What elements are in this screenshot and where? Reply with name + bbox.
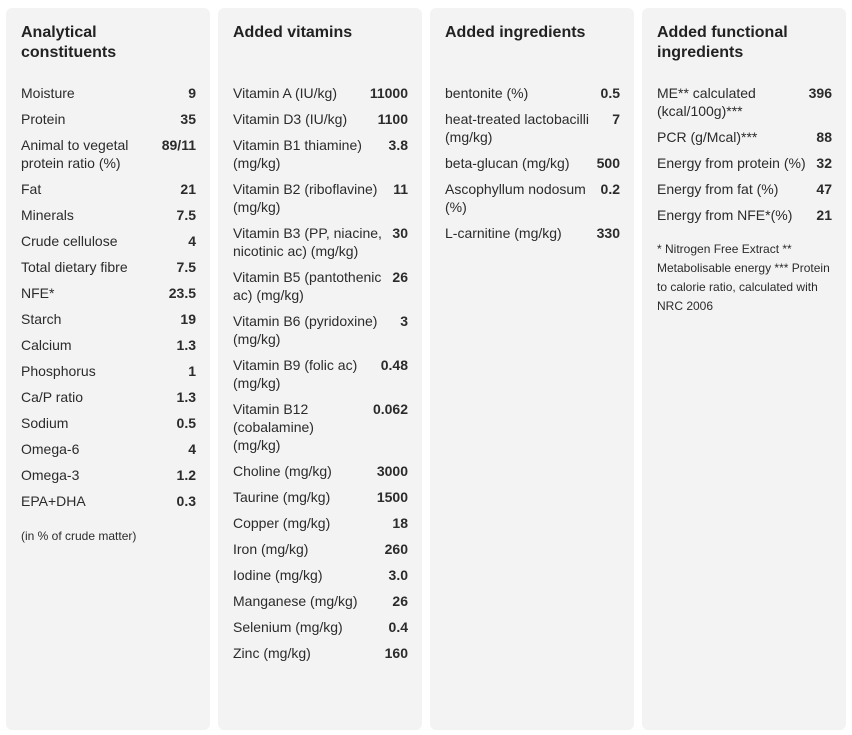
row-label: Iron (mg/kg) [233,541,309,557]
row-value: 35 [180,111,196,127]
row-value: 1.3 [176,389,196,405]
list-item [445,180,620,216]
row-label: PCR (g/Mcal)*** [657,129,758,145]
row-label: Moisture [21,85,75,101]
list-item [21,284,196,302]
row-label: NFE* [21,285,55,301]
footnote: (in % of crude matter) [21,529,137,543]
list-item [21,466,196,484]
list-item [445,110,620,146]
list-item [233,514,408,532]
row-value: 7.5 [176,207,196,223]
row-value: 19 [180,311,196,327]
row-value: 3.8 [388,137,408,153]
list-item [233,136,408,172]
row-label: Fat [21,181,42,197]
row-label: Total dietary fibre [21,259,128,275]
row-value: 30 [392,225,408,241]
row-label: Energy from protein (%) [657,155,806,171]
row-label: Taurine (mg/kg) [233,489,331,505]
row-value: 0.48 [380,357,408,373]
list-item [233,644,408,662]
list-item [233,224,408,260]
row-label: ME** calculated (kcal/100g)*** [657,85,756,119]
row-label: Iodine (mg/kg) [233,567,323,583]
row-label: Vitamin B6 (pyridoxine) (mg/kg) [233,313,378,347]
list-item [657,84,832,120]
list-item [233,84,408,102]
list-item [21,362,196,380]
list-item [233,180,408,216]
row-label: beta-glucan (mg/kg) [445,155,570,171]
panel-added-functional-ingredients [642,8,846,730]
row-value: 3.0 [388,567,408,583]
row-label: Energy from NFE*(%) [657,207,793,223]
row-label: heat-treated lactobacilli (mg/kg) [445,111,589,145]
row-value: 1100 [377,111,408,127]
row-label: Vitamin A (IU/kg) [233,85,338,101]
row-value: 260 [384,541,408,557]
row-label: Animal to vegetal protein ratio (%) [21,137,129,171]
list-item [21,136,196,172]
ingredients-list [445,84,620,242]
row-value: 88 [816,129,832,145]
row-value: 0.4 [388,619,408,635]
row-label: Crude cellulose [21,233,118,249]
row-value: 0.5 [600,85,620,101]
panel-title: Added functional ingredients [657,24,788,61]
row-label: Energy from fat (%) [657,181,779,197]
functional-list [657,84,832,224]
row-label: Protein [21,111,66,127]
row-label: Manganese (mg/kg) [233,593,358,609]
row-label: Vitamin B12 (cobalamine) (mg/kg) [233,401,314,453]
row-value: 1.2 [176,467,196,483]
list-item [233,488,408,506]
row-label: Sodium [21,415,69,431]
list-item [445,154,620,172]
row-label: Vitamin B2 (riboflavine) (mg/kg) [233,181,378,215]
list-item [21,388,196,406]
list-item [233,400,408,454]
row-value: 3 [400,313,408,329]
row-value: 18 [392,515,408,531]
list-item [657,180,832,198]
list-item [21,180,196,198]
row-label: bentonite (%) [445,85,529,101]
row-value: 1 [188,363,196,379]
row-label: Omega-3 [21,467,80,483]
row-label: Ascophyllum nodosum (%) [445,181,586,215]
row-label: Vitamin B9 (folic ac) (mg/kg) [233,357,358,391]
list-item [21,310,196,328]
row-value: 3000 [376,463,408,479]
list-item [233,618,408,636]
row-value: 0.3 [176,493,196,509]
row-value: 160 [384,645,408,661]
row-value: 32 [816,155,832,171]
list-item [657,206,832,224]
row-value: 26 [392,593,408,609]
constituents-list [21,84,196,510]
panel-added-ingredients [430,8,634,730]
list-item [21,206,196,224]
list-item [21,232,196,250]
row-value: 7 [612,111,620,127]
row-value: 11 [393,181,408,197]
row-label: Vitamin D3 (IU/kg) [233,111,348,127]
list-item [21,258,196,276]
row-label: Selenium (mg/kg) [233,619,343,635]
row-value: 11000 [369,85,408,101]
row-value: 9 [188,85,196,101]
row-value: 89/11 [161,137,196,153]
panel-title: Analytical constituents [21,24,117,61]
list-item [445,84,620,102]
row-value: 500 [596,155,620,171]
list-item [657,128,832,146]
row-label: Vitamin B5 (pantothenic ac) (mg/kg) [233,269,382,303]
row-label: Ca/P ratio [21,389,83,405]
row-label: Phosphorus [21,363,96,379]
row-label: L-carnitine (mg/kg) [445,225,562,241]
panel-added-vitamins [218,8,422,730]
panel-analytical-constituents [6,8,210,730]
list-item [233,356,408,392]
row-value: 7.5 [176,259,196,275]
vitamins-list [233,84,408,662]
panel-title: Added ingredients [445,24,586,41]
list-item [233,592,408,610]
row-label: Copper (mg/kg) [233,515,331,531]
list-item [21,336,196,354]
footnote: * Nitrogen Free Extract ** Metabolisable energy *** Protein to calorie ratio, calculated with NRC 2006 [657,242,830,313]
row-value: 0.2 [600,181,620,197]
panel-title: Added vitamins [233,24,353,41]
list-item [233,540,408,558]
row-label: Choline (mg/kg) [233,463,332,479]
row-value: 4 [188,233,196,249]
list-item [21,414,196,432]
list-item [21,84,196,102]
row-label: Zinc (mg/kg) [233,645,311,661]
row-value: 1500 [376,489,408,505]
row-value: 330 [596,225,620,241]
list-item [445,224,620,242]
row-value: 1.3 [176,337,196,353]
list-item [233,566,408,584]
row-value: 21 [180,181,196,197]
list-item [21,440,196,458]
row-label: Starch [21,311,62,327]
row-label: Minerals [21,207,74,223]
row-value: 396 [808,85,832,101]
row-value: 0.062 [372,401,408,417]
row-label: Vitamin B1 thiamine) (mg/kg) [233,137,362,171]
row-label: Calcium [21,337,72,353]
list-item [21,110,196,128]
row-value: 26 [392,269,408,285]
row-value: 23.5 [168,285,196,301]
list-item [233,312,408,348]
row-value: 21 [816,207,832,223]
row-value: 47 [816,181,832,197]
list-item [233,462,408,480]
row-value: 0.5 [176,415,196,431]
row-label: Vitamin B3 (PP, niacine, nicotinic ac) (mg/kg) [233,225,382,259]
row-label: Omega-6 [21,441,80,457]
list-item [21,492,196,510]
list-item [233,110,408,128]
row-value: 4 [188,441,196,457]
row-label: EPA+DHA [21,493,86,509]
list-item [657,154,832,172]
list-item [233,268,408,304]
